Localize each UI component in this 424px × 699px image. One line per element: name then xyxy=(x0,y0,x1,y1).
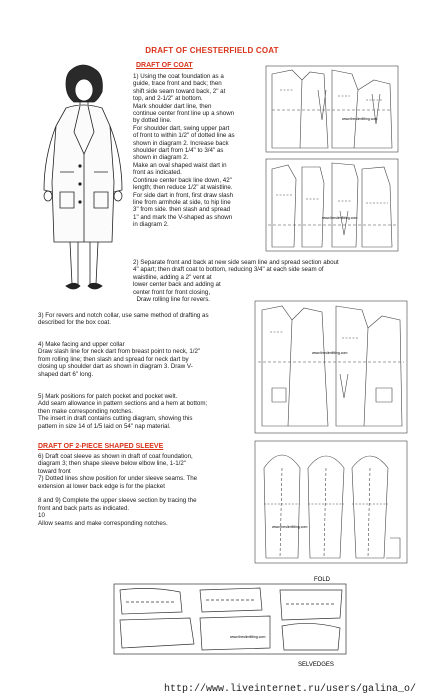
coat-line: Continue center back line down, 42" xyxy=(133,176,232,184)
coat-line: 3" from side. then slash and spread xyxy=(133,206,231,214)
step2-line: 4" apart; then draft coat to bottom, reducing 3/4" at each side seam of xyxy=(133,266,324,274)
coat-line: shown in diagram 2. xyxy=(133,154,189,162)
coat-line: line from armhole at side, to hip line xyxy=(133,198,231,206)
coat-line: length; then reduce 1/2" at waistline. xyxy=(133,184,233,192)
coat-line: by dotted line. xyxy=(133,117,172,125)
coat-line: shift side seam toward back, 2" at xyxy=(133,87,226,95)
sleeve-instructions xyxy=(38,453,258,527)
step5-line: The insert in draft contains cutting diagram, showing this xyxy=(38,415,193,423)
step5-line: then make corresponding notches. xyxy=(38,407,133,415)
sleeve-line: toward front xyxy=(38,467,71,475)
coat-line: shown in diagram 2. Increase back xyxy=(133,139,229,147)
step5-instructions xyxy=(38,393,258,430)
step5-line: pattern in size 14 of 1/5 laid on 54" nap material. xyxy=(38,422,171,430)
coat-line: of front to within 1/2" of dotted line as xyxy=(133,132,235,140)
step3-line: 3) For revers and notch collar, use same method of drafting as xyxy=(38,312,209,319)
coat-line: For side dart in front, first draw slash xyxy=(133,191,234,199)
sleeve-line: diagram 3; then shape sleeve below elbow line, 1-1/2" xyxy=(38,460,187,468)
sleeve-line: extension at lower back edge is for the placket xyxy=(38,482,165,490)
coat-line: 1) Using the coat foundation as a xyxy=(133,73,224,80)
step5-line: Add seam allowance in pattern sections and a hem at bottom; xyxy=(38,400,208,408)
diagram-watermark: www.theslimfitting.com xyxy=(272,525,308,529)
step3-line: described for the box coat. xyxy=(38,319,111,327)
selvedges-label: SELVEDGES xyxy=(298,662,334,668)
coat-draft-diagram-3 xyxy=(252,298,410,436)
step4-instructions xyxy=(38,341,258,378)
sleeve-draft-diagram xyxy=(252,438,410,566)
sleeve-line: 8 and 9) Complete the upper sleeve section by tracing the xyxy=(38,497,197,505)
coat-line: top, and 2-1/2" at bottom. xyxy=(133,95,203,103)
step2-line: waistline, adding a 2" vent at xyxy=(133,273,212,281)
page-title: DRAFT OF CHESTERFIELD COAT xyxy=(145,46,279,55)
step2-line: 2) Separate front and back at new side seam line and spread section about xyxy=(133,259,339,266)
coat-section-heading: DRAFT OF COAT xyxy=(136,62,193,69)
step4-line: 4) Make facing and upper collar xyxy=(38,341,125,348)
diagram-watermark: www.theslimfitting.com xyxy=(312,351,348,355)
diagram-watermark: www.theslimfitting.com xyxy=(342,117,378,121)
diagram-watermark: www.theslimfitting.com xyxy=(230,635,266,639)
coat-line: guide, trace front and back; then xyxy=(133,80,222,88)
coat-line: front as indicated. xyxy=(133,169,182,177)
coat-line: Make an oval shaped waist dart in xyxy=(133,161,227,169)
cutting-layout-diagram xyxy=(110,572,350,670)
step4-line: from rolling line; then slash and spread for neck dart by xyxy=(38,355,189,363)
sleeve-line: 7) Dotted lines show position for under sleeve seams. The xyxy=(38,475,198,483)
step5-line: 5) Mark positions for patch pocket and pocket welt. xyxy=(38,393,178,400)
step4-line: closing up shoulder dart as shown in diagram 3. Draw V- xyxy=(38,363,193,371)
sleeve-line: Allow seams and make corresponding notches. xyxy=(38,519,168,527)
coat-line: shoulder dart from 1/4" to 3/4" as xyxy=(133,147,224,155)
step2-instructions xyxy=(133,259,417,303)
coat-model-illustration xyxy=(36,62,131,302)
coat-line: continue center front line up a shown xyxy=(133,110,235,118)
sleeve-section-heading: DRAFT OF 2-PIECE SHAPED SLEEVE xyxy=(38,443,164,450)
source-url: http://www.liveinternet.ru/users/galina_o/ xyxy=(163,684,416,695)
fold-label: FOLD xyxy=(314,577,331,583)
coat-line: Mark shoulder dart line, then xyxy=(133,102,212,110)
coat-line: For shoulder dart, swing upper part xyxy=(133,124,230,132)
sleeve-line: 10 xyxy=(38,512,45,520)
sleeve-line xyxy=(38,490,258,497)
step3-instructions xyxy=(38,312,258,327)
coat-draft-diagram-2 xyxy=(262,155,402,255)
coat-instructions xyxy=(133,73,253,229)
coat-line: in diagram 2. xyxy=(133,221,169,229)
sleeve-line: front and back parts as indicated. xyxy=(38,504,130,512)
step4-line: shaped dart 6" long. xyxy=(38,370,94,378)
coat-draft-diagram-1 xyxy=(262,60,402,155)
step2-line: lower center back and adding at xyxy=(133,281,221,289)
diagram-watermark: www.theslimfitting.com xyxy=(322,216,358,220)
step2-line: Draw rolling line for revers. xyxy=(133,296,211,304)
step4-line: Draw slash line for neck dart from breast point to neck, 1/2" xyxy=(38,348,201,356)
step2-line: center front for front closing, xyxy=(133,288,211,296)
coat-line: 1" and mark the V-shaped as shown xyxy=(133,213,233,221)
sleeve-line: 6) Draft coat sleeve as shown in draft of coat foundation, xyxy=(38,453,193,460)
